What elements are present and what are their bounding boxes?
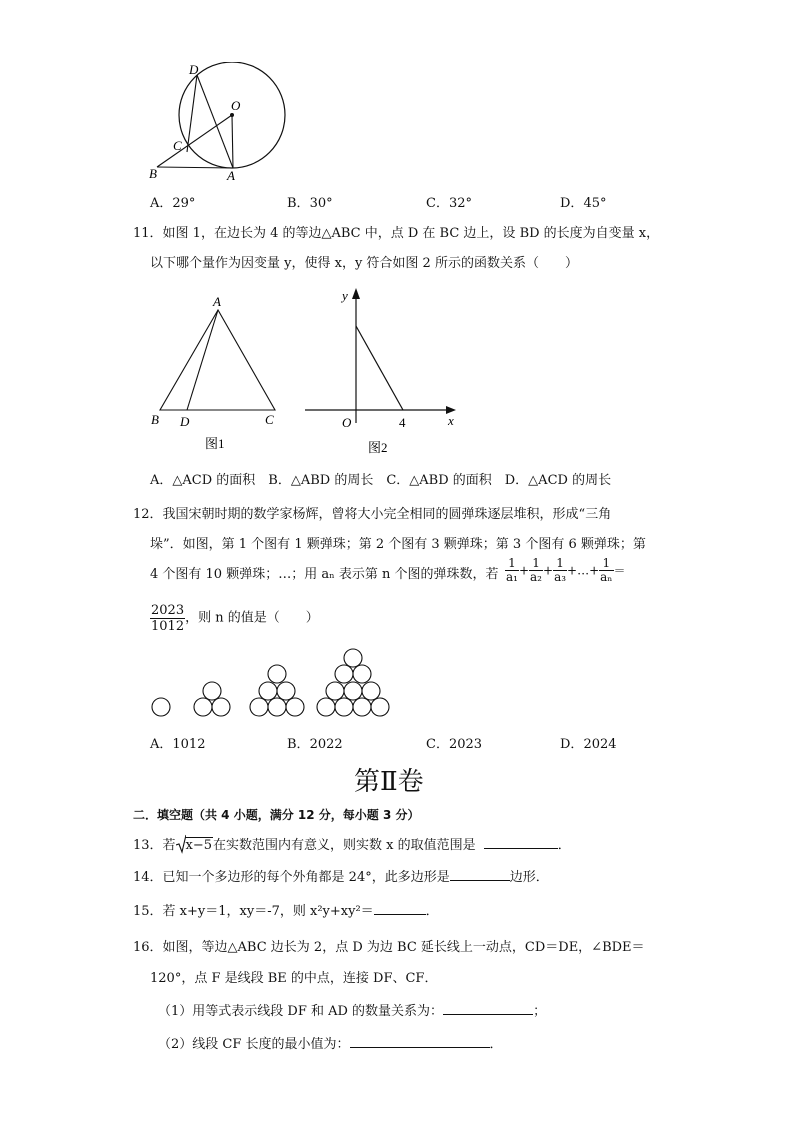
q16-line-2: 120°，点 F 是线段 BE 的中点，连接 DF、CF． <box>150 971 438 986</box>
q16-sub1-answer-blank[interactable] <box>443 1002 533 1015</box>
q12-result-line: $\frac{2023}{1012}$ ，则 n 的值是（ ） <box>151 603 319 634</box>
marble <box>344 682 362 700</box>
q12-option-a: A．1012 <box>150 737 206 752</box>
label-c: C <box>173 138 182 153</box>
q11-line-2: 以下哪个量作为因变量 y，使得 x，y 符合如图 2 所示的函数关系（ ） <box>150 256 578 271</box>
fig2-label-o: O <box>342 415 352 430</box>
label-o: O <box>231 98 241 113</box>
fig1-label-d: D <box>180 414 190 429</box>
q12-option-c: C．2023 <box>426 737 483 752</box>
fig2-label-4: 4 <box>399 415 406 430</box>
marble <box>335 665 353 683</box>
q10-option-c: C．32° <box>426 196 472 211</box>
q10-option-d: D．45° <box>560 196 607 211</box>
radical-sign-icon <box>176 834 186 854</box>
segment-ad <box>187 310 218 410</box>
marble <box>259 682 277 700</box>
segment-oa <box>232 115 233 168</box>
q12-option-b: B．2022 <box>287 737 343 752</box>
center-point <box>230 113 234 117</box>
fig1-label-a: A <box>213 294 221 309</box>
frac-2: $\frac{1}{\text{a₂}}$ <box>530 556 542 584</box>
q11-options: A．△ACD 的面积 B．△ABD 的周长 C．△ABD 的面积 D．△ACD 的周长 <box>150 473 612 488</box>
q11-line-1: 11．如图 1，在边长为 4 的等边△ABC 中，点 D 在 BC 边上，设 BD 的长度为自变量 x， <box>133 226 660 241</box>
marble <box>344 649 362 667</box>
marble <box>335 698 353 716</box>
q12-line-2: 垛”．如图，第 1 个图有 1 颗弹珠；第 2 个图有 3 颗弹珠；第 3 个图有 6 颗弹珠；第 <box>150 537 646 552</box>
fig1-label-b: B <box>151 412 159 427</box>
y-axis-arrow <box>352 288 360 299</box>
marble <box>212 698 230 716</box>
marble <box>286 698 304 716</box>
q15-line: 15．若 x+y＝1，xy＝-7，则 x²y+xy²＝ ． <box>133 904 439 919</box>
section-heading: 二．填空题（共 4 小题，满分 12 分，每小题 3 分） <box>133 808 420 822</box>
marble <box>362 682 380 700</box>
section-title: 第Ⅱ卷 <box>354 767 424 797</box>
q16-line-1: 16．如图，等边△ABC 边长为 2，点 D 为边 BC 延长线上一动点，CD＝DE，∠BDE＝ <box>133 940 645 955</box>
q11-figure-1 <box>145 290 285 450</box>
frac-n: $\frac{1}{\text{aₙ}}$ <box>600 556 613 584</box>
triangle-abc <box>160 310 275 410</box>
frac-3: $\frac{1}{\text{a₃}}$ <box>554 556 567 584</box>
q15-answer-blank[interactable] <box>374 902 426 915</box>
q12-marble-figure <box>148 646 398 721</box>
sqrt-expression: x−5 <box>176 836 214 856</box>
marble <box>326 682 344 700</box>
label-d: D <box>189 62 199 77</box>
q10-option-b: B．30° <box>287 196 333 211</box>
q14-line: 14．已知一个多边形的每个外角都是 24°，此多边形是 边形． <box>133 870 549 885</box>
marble <box>194 698 212 716</box>
frac-result: $\frac{2023}{1012}$ <box>151 603 185 634</box>
q10-option-a: A．29° <box>150 196 196 211</box>
segment-bo <box>157 115 232 167</box>
q12-fraction-equation: $\frac{1}{\text{a₁}}$ + $\frac{1}{\text{a₂}}$ + $\frac{1}{\text{a₃}}$ +…+ $\frac{1}{\text{aₙ}}$ ＝ <box>506 556 626 584</box>
q16-sub-1: （1）用等式表示线段 DF 和 AD 的数量关系为： ； <box>158 1004 547 1019</box>
fig2-label-y: y <box>342 288 348 303</box>
frac-1: $\frac{1}{\text{a₁}}$ <box>506 556 518 584</box>
q12-line-3: 4 个图有 10 颗弹珠；…；用 aₙ 表示第 n 个图的弹珠数，若 <box>150 567 499 582</box>
marble <box>353 698 371 716</box>
q13-line: 13．若 x−5在实数范围内有意义，则实数 x 的取值范围是 ． <box>133 836 571 856</box>
q16-sub2-answer-blank[interactable] <box>350 1035 490 1048</box>
fig1-caption: 图1 <box>205 436 225 450</box>
marble <box>277 682 295 700</box>
label-a: A <box>227 168 235 183</box>
q13-answer-blank[interactable] <box>484 836 558 849</box>
fig2-label-x: x <box>448 413 454 428</box>
marble <box>250 698 268 716</box>
fig1-label-c: C <box>265 412 274 427</box>
q12-option-d: D．2024 <box>560 737 617 752</box>
q11-figure-2 <box>300 283 465 458</box>
function-line <box>356 326 403 410</box>
marble <box>317 698 335 716</box>
q12-line-1: 12．我国宋朝时期的数学家杨辉，曾将大小完全相同的圆弹珠逐层堆积，形成“三角 <box>133 507 612 522</box>
segment-da <box>197 75 233 168</box>
marble <box>268 698 286 716</box>
marble <box>203 682 221 700</box>
q16-sub-2: （2）线段 CF 长度的最小值为： ． <box>158 1037 503 1052</box>
fig2-caption: 图2 <box>368 440 388 455</box>
marble <box>152 698 170 716</box>
label-b: B <box>149 166 157 181</box>
marble <box>371 698 389 716</box>
q10-circle-figure <box>145 62 295 184</box>
q14-answer-blank[interactable] <box>450 868 510 881</box>
marble <box>353 665 371 683</box>
marble <box>268 665 286 683</box>
